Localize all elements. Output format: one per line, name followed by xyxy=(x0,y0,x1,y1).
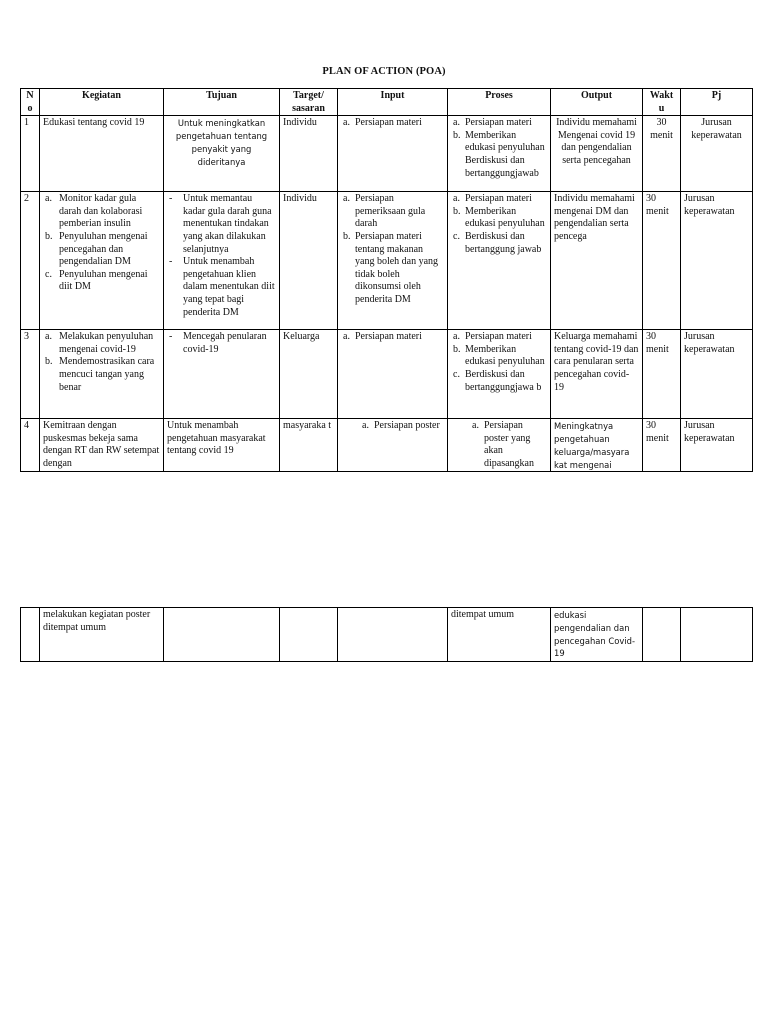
cell-tujuan xyxy=(164,608,280,662)
page-title: PLAN OF ACTION (POA) xyxy=(322,66,446,77)
cell-waktu: 30 menit xyxy=(643,116,681,192)
cell-proses: a. Persiapan materi b. Memberikan edukasi penyuluhan Berdiskusi dan bertanggungjawab xyxy=(448,116,551,192)
list-item: Untuk menambah pengetahuan klien dalam menentukan diit yang tepat bagi penderita DM xyxy=(183,256,275,318)
cell-pj: Jurusan keperawatan xyxy=(681,116,753,192)
list-item: Memberikan edukasi penyuluhan Berdiskusi dan bertanggungjawab xyxy=(465,129,545,179)
cell-tujuan: Untuk meningkatkan pengetahuan tentang penyakit yang dideritanya xyxy=(164,116,280,192)
header-input: Input xyxy=(338,89,448,116)
list-item: Mendemostrasikan cara mencuci tangan yang benar xyxy=(59,356,155,393)
cell-target xyxy=(280,608,338,662)
cell-proses: a. Persiapan poster yang akan dipasangkan xyxy=(448,419,551,472)
cell-input: a. Persiapan poster xyxy=(338,419,448,472)
poa-table xyxy=(20,88,753,472)
cell-output: Individu memahami mengenai DM dan pengendalian serta pencega xyxy=(551,192,643,330)
cell-output: edukasi pengendalian dan pencegahan Covid-19 xyxy=(551,608,643,662)
cell-no xyxy=(21,608,40,662)
table-row xyxy=(21,330,753,419)
cell-proses: a. Persiapan materi b. Memberikan edukasi penyuluhan c. Berdiskusi dan bertanggungjawa b xyxy=(448,330,551,419)
cell-input xyxy=(338,608,448,662)
list-item: Persiapan pemeriksaan gula darah xyxy=(355,193,426,230)
table-row xyxy=(21,116,753,192)
cell-tujuan: - Mencegah penularan covid-19 xyxy=(164,330,280,419)
cell-tujuan: - Untuk memantau kadar gula darah guna menentukan tindakan yang akan dilakukan selanjutnya - Untuk menambah pengetahuan klien dalam menentukan diit yang tepat bagi penderita DM xyxy=(164,192,280,330)
list-item: Berdiskusi dan bertanggungjawa b xyxy=(465,368,542,393)
cell-pj: Jurusan keperawatan xyxy=(681,419,753,472)
cell-pj: Jurusan keperawatan xyxy=(681,192,753,330)
header-row xyxy=(21,89,753,116)
header-no: N o xyxy=(21,89,40,116)
cell-kegiatan: Edukasi tentang covid 19 xyxy=(40,116,164,192)
list-item: Mencegah penularan covid-19 xyxy=(183,331,267,355)
list-item: Monitor kadar gula darah dan kolaborasi pemberian insulin xyxy=(59,193,143,230)
cell-no: 2 xyxy=(21,192,40,330)
cell-proses: ditempat umum xyxy=(448,608,551,662)
cell-waktu xyxy=(643,608,681,662)
list-item: Penyuluhan mengenai pencegahan dan pengendalian DM xyxy=(59,230,148,268)
cell-pj: Jurusan keperawatan xyxy=(681,330,753,419)
list-item: Untuk memantau kadar gula darah guna menentukan tindakan yang akan dilakukan selanjutnya xyxy=(183,193,272,255)
cell-kegiatan: a. Monitor kadar gula darah dan kolaborasi pemberian insulin b. Penyuluhan mengenai pencegahan dan pengendalian DM c. Penyuluhan mengenai diit DM xyxy=(40,192,164,330)
cell-waktu: 30 menit xyxy=(643,330,681,419)
cell-output: Individu memahami Mengenai covid 19 dan pengendalian serta pencegahan xyxy=(551,116,643,192)
header-output: Output xyxy=(551,89,643,116)
cell-proses: a. Persiapan materi b. Memberikan edukasi penyuluhan c. Berdiskusi dan bertanggung jawab xyxy=(448,192,551,330)
header-target: Target/ sasaran xyxy=(280,89,338,116)
cell-tujuan: Untuk menambah pengetahuan masyarakat tentang covid 19 xyxy=(164,419,280,472)
cell-waktu: 30 menit xyxy=(643,192,681,330)
list-item: Penyuluhan mengenai diit DM xyxy=(59,268,148,293)
cell-target: Keluarga xyxy=(280,330,338,419)
header-waktu: Wakt u xyxy=(643,89,681,116)
header-proses: Proses xyxy=(448,89,551,116)
header-tujuan: Tujuan xyxy=(164,89,280,116)
header-kegiatan: Kegiatan xyxy=(40,89,164,116)
list-item: Memberikan edukasi penyuluhan xyxy=(465,205,545,230)
cell-kegiatan: Kemitraan dengan puskesmas bekeja sama dengan RT dan RW setempat dengan xyxy=(40,419,164,472)
cell-no: 1 xyxy=(21,116,40,192)
list-item: Persiapan poster yang akan dipasangkan xyxy=(484,420,534,469)
cell-input: a. Persiapan pemeriksaan gula darah b. Persiapan materi tentang makanan yang boleh dan yang tidak boleh dikonsumsi oleh penderita DM xyxy=(338,192,448,330)
list-item: Memberikan edukasi penyuluhan xyxy=(465,343,545,368)
table-row xyxy=(21,608,753,662)
list-item: Persiapan materi xyxy=(465,117,532,129)
cell-output: Meningkatnya pengetahuan keluarga/masyara kat mengenai xyxy=(551,419,643,472)
table-row xyxy=(21,192,753,330)
cell-no: 3 xyxy=(21,330,40,419)
cell-input: a. Persiapan materi xyxy=(338,116,448,192)
list-item: Persiapan materi xyxy=(355,117,422,129)
cell-input: a. Persiapan materi xyxy=(338,330,448,419)
list-item: Persiapan materi xyxy=(465,331,532,343)
cell-kegiatan: melakukan kegiatan poster ditempat umum xyxy=(40,608,164,662)
cell-target: Individu xyxy=(280,116,338,192)
list-item: Berdiskusi dan bertanggung jawab xyxy=(465,230,542,255)
cell-kegiatan: a. Melakukan penyuluhan mengenai covid-19 b. Mendemostrasikan cara mencuci tangan yang benar xyxy=(40,330,164,419)
header-pj: Pj xyxy=(681,89,753,116)
cell-pj xyxy=(681,608,753,662)
cell-output: Keluarga memahami tentang covid-19 dan cara penularan serta pencegahan covid-19 xyxy=(551,330,643,419)
list-item: Persiapan materi xyxy=(465,193,532,205)
cell-no: 4 xyxy=(21,419,40,472)
poa-table-continuation xyxy=(20,607,753,662)
list-item: Persiapan materi xyxy=(355,331,422,343)
list-item: Persiapan materi tentang makanan yang boleh dan yang tidak boleh dikonsumsi oleh penderita DM xyxy=(355,230,439,305)
list-item: Melakukan penyuluhan mengenai covid-19 xyxy=(59,331,154,355)
cell-waktu: 30 menit xyxy=(643,419,681,472)
cell-target: Individu xyxy=(280,192,338,330)
cell-target: masyaraka t xyxy=(280,419,338,472)
list-item: Persiapan poster xyxy=(374,420,440,432)
table-row xyxy=(21,419,753,472)
